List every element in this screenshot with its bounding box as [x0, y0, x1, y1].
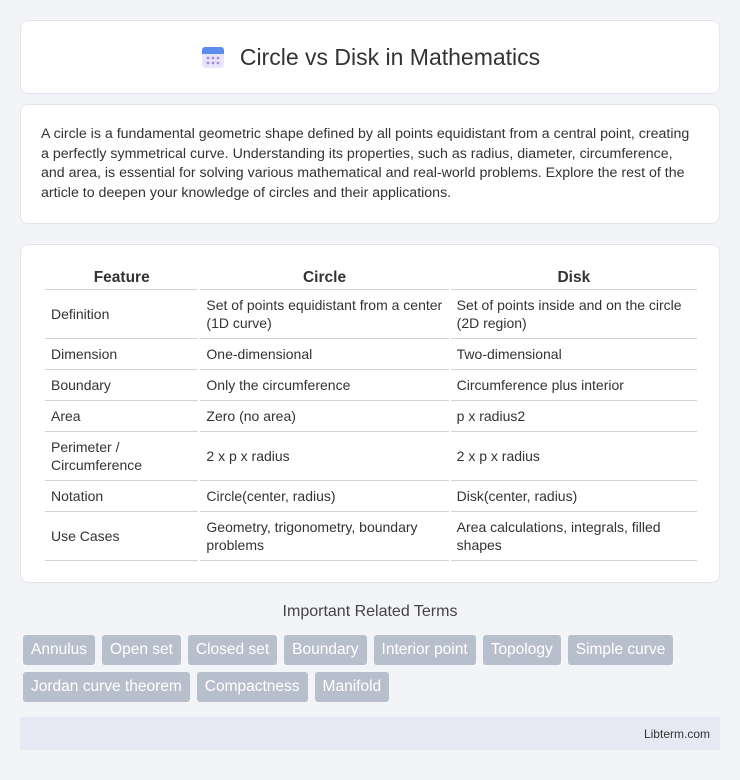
intro-text: A circle is a fundamental geometric shape defined by all points equidistant from a central point, creating a perfectly symmetrical curve. Understanding its properties, such as radius, diameter, circumference, and area, is essential for solving various mathematical and real-world problems. Explore the rest of the article to deepen your knowledge of circles and their applications. [41, 126, 690, 201]
row-feature: Definition [45, 290, 198, 339]
row-circle: Zero (no area) [200, 401, 448, 432]
tag-compactness[interactable]: Compactness [197, 672, 308, 702]
row-feature: Notation [45, 481, 198, 512]
row-circle: Only the circumference [200, 370, 448, 401]
footer [20, 717, 720, 750]
comparison-table [43, 267, 699, 561]
tag-boundary[interactable]: Boundary [284, 635, 366, 665]
row-disk: Disk(center, radius) [451, 481, 697, 512]
row-feature: Use Cases [45, 512, 198, 561]
related-terms-title: Important Related Terms [282, 603, 458, 620]
tag-simple-curve[interactable]: Simple curve [568, 635, 674, 665]
row-disk: Set of points inside and on the circle (2D region) [451, 290, 697, 339]
footer-site-link[interactable]: Libterm.com [643, 726, 710, 741]
table-header-row [45, 267, 697, 290]
table-row [45, 401, 697, 432]
comparison-table-card [20, 244, 720, 583]
header-circle: Circle [200, 267, 448, 290]
row-disk: Area calculations, integrals, filled shapes [451, 512, 697, 561]
header-card [20, 20, 720, 94]
row-disk: 2 x p x radius [451, 432, 697, 481]
table-row [45, 512, 697, 561]
row-feature: Boundary [45, 370, 198, 401]
related-terms-tags [23, 635, 713, 702]
tag-annulus[interactable]: Annulus [23, 635, 95, 665]
row-circle: Circle(center, radius) [200, 481, 448, 512]
table-row [45, 339, 697, 370]
intro-card [20, 104, 720, 224]
header-disk: Disk [451, 267, 697, 290]
page-title: Circle vs Disk in Mathematics [239, 43, 541, 70]
row-disk: Two-dimensional [451, 339, 697, 370]
row-feature: Dimension [45, 339, 198, 370]
tag-interior-point[interactable]: Interior point [374, 635, 476, 665]
row-disk: p x radius2 [451, 401, 697, 432]
title-wrap [200, 44, 540, 71]
row-circle: One-dimensional [200, 339, 448, 370]
tag-manifold[interactable]: Manifold [315, 672, 390, 702]
header-feature: Feature [45, 267, 198, 290]
row-circle: Set of points equidistant from a center (1D curve) [200, 290, 448, 339]
tag-jordan-curve-theorem[interactable]: Jordan curve theorem [23, 672, 190, 702]
tag-topology[interactable]: Topology [483, 635, 561, 665]
table-row [45, 481, 697, 512]
row-feature: Area [45, 401, 198, 432]
row-feature: Perimeter / Circumference [45, 432, 198, 481]
row-circle: 2 x p x radius [200, 432, 448, 481]
row-circle: Geometry, trigonometry, boundary problems [200, 512, 448, 561]
tag-closed-set[interactable]: Closed set [188, 635, 277, 665]
calendar-icon [200, 44, 226, 70]
table-row [45, 432, 697, 481]
tag-open-set[interactable]: Open set [102, 635, 181, 665]
table-row [45, 290, 697, 339]
table-row [45, 370, 697, 401]
row-disk: Circumference plus interior [451, 370, 697, 401]
